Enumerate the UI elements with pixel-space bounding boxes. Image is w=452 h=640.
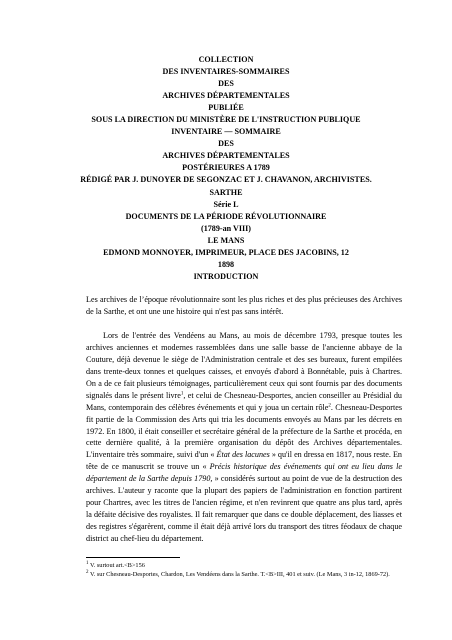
footnote-number: 1 [86,560,89,566]
footnote-text: V. sur Chesneau-Desportes, Chardon, Les Vendéens dans la Sarthe. T.<B>III, 401 et suiv. (Le Mans, 3 in-12, 1869-72). [88,571,390,579]
text-run: Lors de l'entrée des Vendéens au Mans, au mois de décembre 1793, presque toutes les archives anciennes et modernes rassemblées dans une salle basse de l'ancienne abbaye de la Couture, déjà devenue le siège de l'Administration centrale et des ses bureaux, furent empilées dans trente-deux tonnes et quelques caisses, et envoyés d'abord à Bonnétable, puis à Chartres. On a de ce fait plusieurs témoignages, particulièrement ceux qui sont fournis par des documents signalés dans le présent livre [86,330,402,400]
title-line: LE MANS [207,235,245,245]
footnote [86,570,402,579]
title-line: SARTHE [209,187,243,197]
paragraph-2 [86,330,402,545]
italic-title: État des lacunes [214,450,272,460]
title-line: EDMOND MONNOYER, IMPRIMEUR, PLACE DES JACOBINS, 12 [103,247,349,257]
title-line: COLLECTION [198,55,254,64]
title-block [40,54,412,283]
title-line: RÉDIGÉ PAR J. DUNOYER DE SEGONZAC ET J. CHAVANON, ARCHIVISTES. [80,175,372,185]
paragraph-1: Les archives de l’époque révolutionnaire sont les plus riches et des plus précieuses des Archives de la Sarthe, et ont une une histoire qui n'est pas sans intérêt. [86,295,402,316]
footnote-ref[interactable]: 1 [180,390,184,396]
footnote-text: V. surtout art.<B>156 [88,562,145,569]
footnote-divider [86,557,180,558]
title-line: DES INVENTAIRES-SOMMAIRES [162,67,290,77]
text-run: » qu'il en dressa en 1817, nous reste. En tête de ce manuscrit se trouve un « [86,450,402,472]
text-run: . Chesneau-Desportes fit partie de la Commission des Arts qui tria les documents envoyés au Mans par les décrets en 1972. En 1800, il était conseiller et secrétaire général de la préfecture de la Sarthe et procéda, en cette dernière qualité, à la première organisation du dépôt des Archives départementales. L'inventaire très sommaire, suivi d'un « [86,402,402,460]
title-line: SOUS LA DIRECTION DU MINISTÈRE DE L'INSTRUCTION PUBLIQUE [91,115,361,125]
title-line: DES [218,139,234,149]
body-text [86,294,402,545]
paragraph-gap [86,318,402,330]
title-line: POSTÉRIEURES A 1789 [182,163,270,173]
title-line: (1789-an VIII) [201,223,251,233]
text-run: , et celui de Chesneau-Desportes, ancien conseiller au Présidial du Mans, contemporain des célèbres événements et qui y joua un certain rôle [86,390,402,412]
section-heading: INTRODUCTION [193,271,259,281]
title-line: ARCHIVES DÉPARTEMENTALES [162,91,290,101]
footnotes [86,561,402,579]
footnote-number: 2 [86,570,89,576]
footnote-ref[interactable]: 2 [328,402,331,408]
italic-title: Précis historique des événements qui ont eu lieu dans le département de la Sarthe depuis 1790, [86,462,402,484]
footnote [86,561,402,570]
title-line: DES [218,79,234,89]
title-line: INVENTAIRE — SOMMAIRE [171,127,281,137]
title-line: DOCUMENTS DE LA PÉRIODE RÉVOLUTIONNAIRE [125,211,327,221]
title-line: Série L [213,199,239,209]
text-run: » considérés surtout au point de vue de la destruction des archives. L'auteur y raconte que la plupart des papiers de l'administration en fonction partirent pour Chartres, avec les titres de l'ancien régime, et n'en revinrent que quatre ans plus tard, après la défaite décisive des royalistes. Il fait remarquer que dans ce double déplacement, des liasses et des registres s'égarèrent, comme il était déjà arrivé lors du transport des titres féodaux de chaque district au chef-lieu du département. [86,474,402,544]
title-line: 1898 [217,259,235,269]
title-line: ARCHIVES DÉPARTEMENTALES [162,151,290,161]
title-line: PUBLIÉE [208,103,244,113]
